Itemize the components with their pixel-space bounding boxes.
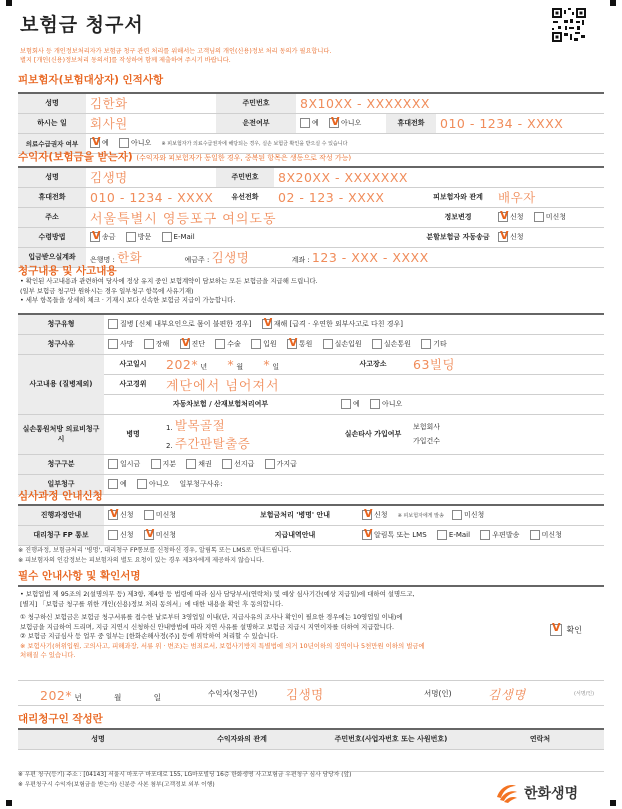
ben-name-label: 성명: [18, 167, 86, 187]
ben-infochange-label: 정보변경: [422, 207, 494, 227]
divider: [18, 680, 604, 681]
reason-death-checkbox[interactable]: [108, 339, 118, 349]
kind-bond-checkbox[interactable]: [186, 459, 196, 469]
reason-surgery-checkbox[interactable]: [215, 339, 225, 349]
sign-hint: (서명/인): [574, 691, 595, 697]
ben-relation-label: 피보험자와 관계: [422, 187, 494, 207]
reason-actual-hospital-checkbox[interactable]: [323, 339, 333, 349]
type-accident-checkbox[interactable]: [262, 319, 272, 329]
infochange-options: V 신청 미신청: [494, 207, 604, 227]
disease-notice-options: V 신청 ※ 피보험자에게 발송 미신청: [358, 505, 604, 525]
partial-no-checkbox[interactable]: [137, 479, 147, 489]
qr-code-icon: [552, 8, 586, 42]
account-label: 입금받으실계좌: [18, 247, 86, 267]
accident-date-field[interactable]: 202* 년 * 월 * 일: [162, 354, 337, 374]
job-label: 하시는 일: [18, 113, 86, 133]
ben-phone-label: 휴대전화: [18, 187, 86, 207]
intro-text: 보험회사 등 개인정보처리자가 보험금 청구 관련 처리를 위해서는 고객님의 개인(신용)정보 처리 동의가 필요합니다. 별지 [개인(신용)정보처리 동의서]를 작성하여 함께 제출하여 주시기 바랍니다.: [20, 48, 332, 64]
hanwha-flame-icon: [494, 779, 520, 805]
car-insurance-options: 예 아니오: [337, 394, 604, 414]
review-table: [18, 504, 604, 546]
drive-no-checkbox[interactable]: [329, 118, 339, 128]
medicaid-label: 의료수급권자 여부: [18, 133, 86, 153]
kind-provisional-checkbox[interactable]: [265, 459, 275, 469]
partial-claim-label: 일부청구: [18, 474, 104, 494]
pay-notice-options: V 알림톡 또는 LMS E-Mail 우편발송 미신청: [358, 525, 604, 545]
insured-table: [18, 92, 604, 154]
divider: [18, 705, 604, 706]
agent-contact-field[interactable]: [476, 749, 604, 771]
sign-date: 202* 년 월 일: [40, 688, 162, 703]
disease-notice-apply-checkbox[interactable]: [362, 510, 372, 520]
pay-none-checkbox[interactable]: [530, 530, 540, 540]
kind-share-checkbox[interactable]: [151, 459, 161, 469]
kind-lump-checkbox[interactable]: [108, 459, 118, 469]
applicant-label: 수익자(청구인): [208, 689, 258, 698]
agent-name-field[interactable]: [18, 749, 178, 771]
reason-actual-outpatient-checkbox[interactable]: [372, 339, 382, 349]
reason-disability-checkbox[interactable]: [144, 339, 154, 349]
fp-options: 신청 V 미신청: [104, 525, 232, 545]
progress-apply-checkbox[interactable]: [108, 510, 118, 520]
agent-table: [18, 728, 604, 772]
hospital-label: 실손통원처방 의료비청구시: [18, 414, 104, 454]
claim-reason-options: 사망 장해 V 진단 수술 입원 V 통원 실손입원 실손통원 기타: [104, 334, 604, 354]
other-insurance-label: 실손타사 가입여부: [337, 414, 409, 454]
medicaid-no-checkbox[interactable]: [119, 138, 129, 148]
agent-relation-field[interactable]: [178, 749, 306, 771]
ben-tel-label: 유선전화: [216, 187, 274, 207]
infochange-apply-checkbox[interactable]: [498, 212, 508, 222]
insured-name-field[interactable]: 김한화: [86, 93, 216, 113]
review-heading: 심사과정 안내신청: [18, 490, 103, 502]
ben-rrn-field[interactable]: 8X20XX - XXXXXXX: [274, 167, 604, 187]
accident-place-label: 사고장소: [337, 354, 409, 374]
fp-label: 대리청구 FP 통보: [18, 525, 104, 545]
reason-hospital-checkbox[interactable]: [251, 339, 261, 349]
split-label: 분할보험금 자동송금: [422, 227, 494, 247]
ben-name-field[interactable]: 김생명: [86, 167, 216, 187]
disease-label: 병명: [104, 414, 162, 454]
fp-no-checkbox[interactable]: [144, 530, 154, 540]
claim-heading: 청구내용 및 사고내용: [18, 265, 117, 277]
car-yes-checkbox[interactable]: [341, 399, 351, 409]
disease-field[interactable]: 1. 발목골절 2. 주간판탈출증: [162, 414, 337, 454]
hanwha-logo: 한화생명: [494, 779, 604, 805]
corner-mark: [6, 0, 12, 6]
insured-phone-field[interactable]: 010 - 1234 - XXXX: [436, 113, 604, 133]
other-insurance-field[interactable]: 보험회사 가입건수: [409, 414, 604, 454]
type-disease-checkbox[interactable]: [108, 319, 118, 329]
medicaid-options: V 예 아니오 ※ 피보험자가 의료수급권자에 해당되는 경우, 실손 보험금 확인을 받으실 수 있습니다: [86, 133, 604, 153]
ben-tel-field[interactable]: 02 - 123 - XXXX: [274, 187, 422, 207]
corner-mark: [610, 800, 616, 806]
divider: [18, 585, 604, 587]
beneficiary-table: [18, 166, 604, 268]
beneficiary-heading: 수익자(보험금을 받는자) (수익자와 피보험자가 동일한 경우, 중복된 항목은 생동으로 작성 가능): [18, 151, 352, 163]
ben-phone-field[interactable]: 010 - 1234 - XXXX: [86, 187, 216, 207]
reason-diagnosis-checkbox[interactable]: [180, 339, 190, 349]
accident-detail-label: 사고경위: [104, 374, 162, 394]
drive-options: 예 V 아니오: [296, 113, 386, 133]
disease-notice-no-checkbox[interactable]: [452, 510, 462, 520]
ben-relation-field[interactable]: 배우자: [494, 187, 604, 207]
signature[interactable]: 김생명: [488, 687, 526, 702]
progress-options: V 신청 미신청: [104, 505, 232, 525]
bank-name: 한화: [117, 250, 143, 265]
agent-col-relation: 수익자와의 관계: [178, 729, 306, 749]
accident-date-label: 사고일시: [104, 354, 162, 374]
form-title: 보험금 청구서: [20, 14, 144, 36]
claim-type-label: 청구유형: [18, 314, 104, 334]
drive-label: 운전여부: [216, 113, 296, 133]
method-visit-checkbox[interactable]: [126, 232, 136, 242]
ben-address-field[interactable]: 서울특별시 영등포구 여의도동: [86, 207, 422, 227]
kind-advance-checkbox[interactable]: [222, 459, 232, 469]
consent-text: • 보험업법 제 95조의 2(설명의무 등) 제3항, 제4항 등 법령에 따라 심사 담당부서(연락처) 및 예상 심사기간(예상 지급일)에 대하여 설명드고, [별지] 「보험금 청구를 위한 개인(신용)정보 처리 동의서」에 대한 내용을 확인 후 동의합니다. ① 청구하신 보험금은 보험금 청구서류를 접수한 날로부터 3영업일 이내(단, 지급사유의 조사나 확인이 필요한 경우에는 10영업일 이내)에 보험금을 지급하여 드리며, 지급 지연시 신청하신 안내방법에 따라 지연 사유를 설명하고 보험금 지급시 지연이자를 더하여 지급합니다. ② 보험금 지급심사 등 업무 중 일부는 [한화손해사정(주)] 등에 위탁하여 처리할 수 있습니다. ※ 보험사기(허위입원, 고의사고, 피해과장, 서류 위 · 변조)는 범죄로서, 보험사기방지 특별법에 의거 10년이하의 징역이나 5천만원 이하의 벌금에 처해질 수 있습니다.: [20, 590, 425, 659]
car-no-checkbox[interactable]: [370, 399, 380, 409]
corner-mark: [6, 800, 12, 806]
account-holder: 김생명: [211, 250, 250, 265]
medicaid-yes-checkbox[interactable]: [90, 138, 100, 148]
agent-col-name: 성명: [18, 729, 178, 749]
pay-mail-checkbox[interactable]: [480, 530, 490, 540]
method-email-checkbox[interactable]: [162, 232, 172, 242]
method-transfer-checkbox[interactable]: [90, 232, 100, 242]
claim-reason-label: 청구사유: [18, 334, 104, 354]
ben-rrn-label: 주민번호: [216, 167, 274, 187]
sign-label: 서명(인): [424, 689, 452, 698]
claim-kind-label: 청구구분: [18, 454, 104, 474]
confirm-checkbox[interactable]: [550, 624, 562, 636]
insured-rrn-field[interactable]: 8X10XX - XXXXXXX: [296, 93, 604, 113]
split-apply-checkbox[interactable]: [498, 232, 508, 242]
progress-label: 진행과정안내: [18, 505, 104, 525]
partial-yes-checkbox[interactable]: [108, 479, 118, 489]
agent-heading: 대리청구인 작성란: [18, 713, 103, 725]
insured-heading: 피보험자(보험대상자) 인적사항: [18, 74, 164, 86]
agent-col-id: 주민번호(사업자번호 또는 사원번호): [306, 729, 476, 749]
infochange-no-checkbox[interactable]: [534, 212, 544, 222]
insured-job-field[interactable]: 회사원: [86, 113, 216, 133]
ben-address-label: 주소: [18, 207, 86, 227]
corner-mark: [610, 0, 616, 6]
ben-method-label: 수령방법: [18, 227, 86, 247]
claim-kind-options: 일시금 지분 채권 선지급 가지급: [104, 454, 604, 474]
account-number: 123 - XXX - XXXX: [311, 250, 429, 265]
agent-id-field[interactable]: [306, 749, 476, 771]
account-field[interactable]: 은행명 : 한화 예금주 : 김생명 계좌 : 123 - XXX - XXXX: [86, 247, 604, 267]
pay-kakao-checkbox[interactable]: [362, 530, 372, 540]
car-insurance-label: 자동차보험 / 산재보험처리여부: [104, 394, 337, 414]
fp-apply-checkbox[interactable]: [108, 530, 118, 540]
claim-table: [18, 313, 604, 495]
claim-bullets: • 확인된 사고내용과 관련하여 당사에 정상 유지 중인 보험계약이 담보하는 모든 보험금을 지급해 드립니다. (일부 보험금 청구만 원하시는 경우 일부청구 항목에 사유기재) • 세부 항목들을 상세히 체크 · 기재시 보다 신속한 보험금 지급이 가능합니다.: [20, 277, 318, 304]
name-label: 성명: [18, 93, 86, 113]
split-options: V 신청: [494, 227, 604, 247]
agent-col-contact: 연락처: [476, 729, 604, 749]
pay-notice-label: 지급내역안내: [232, 525, 358, 545]
reason-other-checkbox[interactable]: [421, 339, 431, 349]
reason-outpatient-checkbox[interactable]: [287, 339, 297, 349]
consent-heading: 필수 안내사항 및 확인서명: [18, 570, 141, 582]
accident-place-field[interactable]: 63빌딩: [409, 354, 604, 374]
footer-notes: ※ 우편 청구(등기) 주소 : [04143] 서울시 마포구 마포대로 155, LG마포빌딩 16층 한화생명 사고보험금 우편청구 심사 담당자 (앞) ※ 우편청구시 수익자(보험금을 받는자) 신분증 사본 첨부(고객정보 외부 이행): [18, 772, 352, 788]
progress-no-checkbox[interactable]: [144, 510, 154, 520]
phone-label: 휴대전화: [386, 113, 436, 133]
rrn-label: 주민번호: [216, 93, 296, 113]
accident-detail-field[interactable]: 계단에서 넘어져서: [162, 374, 604, 394]
disease-notice-label: 보험금처리 '병명' 안내: [232, 505, 358, 525]
method-options: V 송금 방문 E-Mail: [86, 227, 422, 247]
accident-label: 사고내용 (질병제외): [18, 354, 104, 414]
claim-type-options: 질병 [신체 내부요인으로 몸이 불편한 경우] V 재해 [급격 · 우연한 외부사고로 다친 경우]: [104, 314, 604, 334]
drive-yes-checkbox[interactable]: [300, 118, 310, 128]
pay-email-checkbox[interactable]: [437, 530, 447, 540]
confirm-box: V 확인: [550, 624, 582, 636]
partial-claim-options: 예 아니오 일부청구사유:: [104, 474, 604, 494]
applicant-name[interactable]: 김생명: [286, 687, 324, 702]
review-notes: ※ 진행과정, 보험금처리 '병명', 대리청구 FP통보를 신청하신 경우, 알림톡 또는 LMS로 안내드립니다. ※ 피보험자의 인감정보는 피보험자의 별도 요청이 있는 경우 제3자에게 제공하지 않습니다.: [18, 547, 292, 564]
